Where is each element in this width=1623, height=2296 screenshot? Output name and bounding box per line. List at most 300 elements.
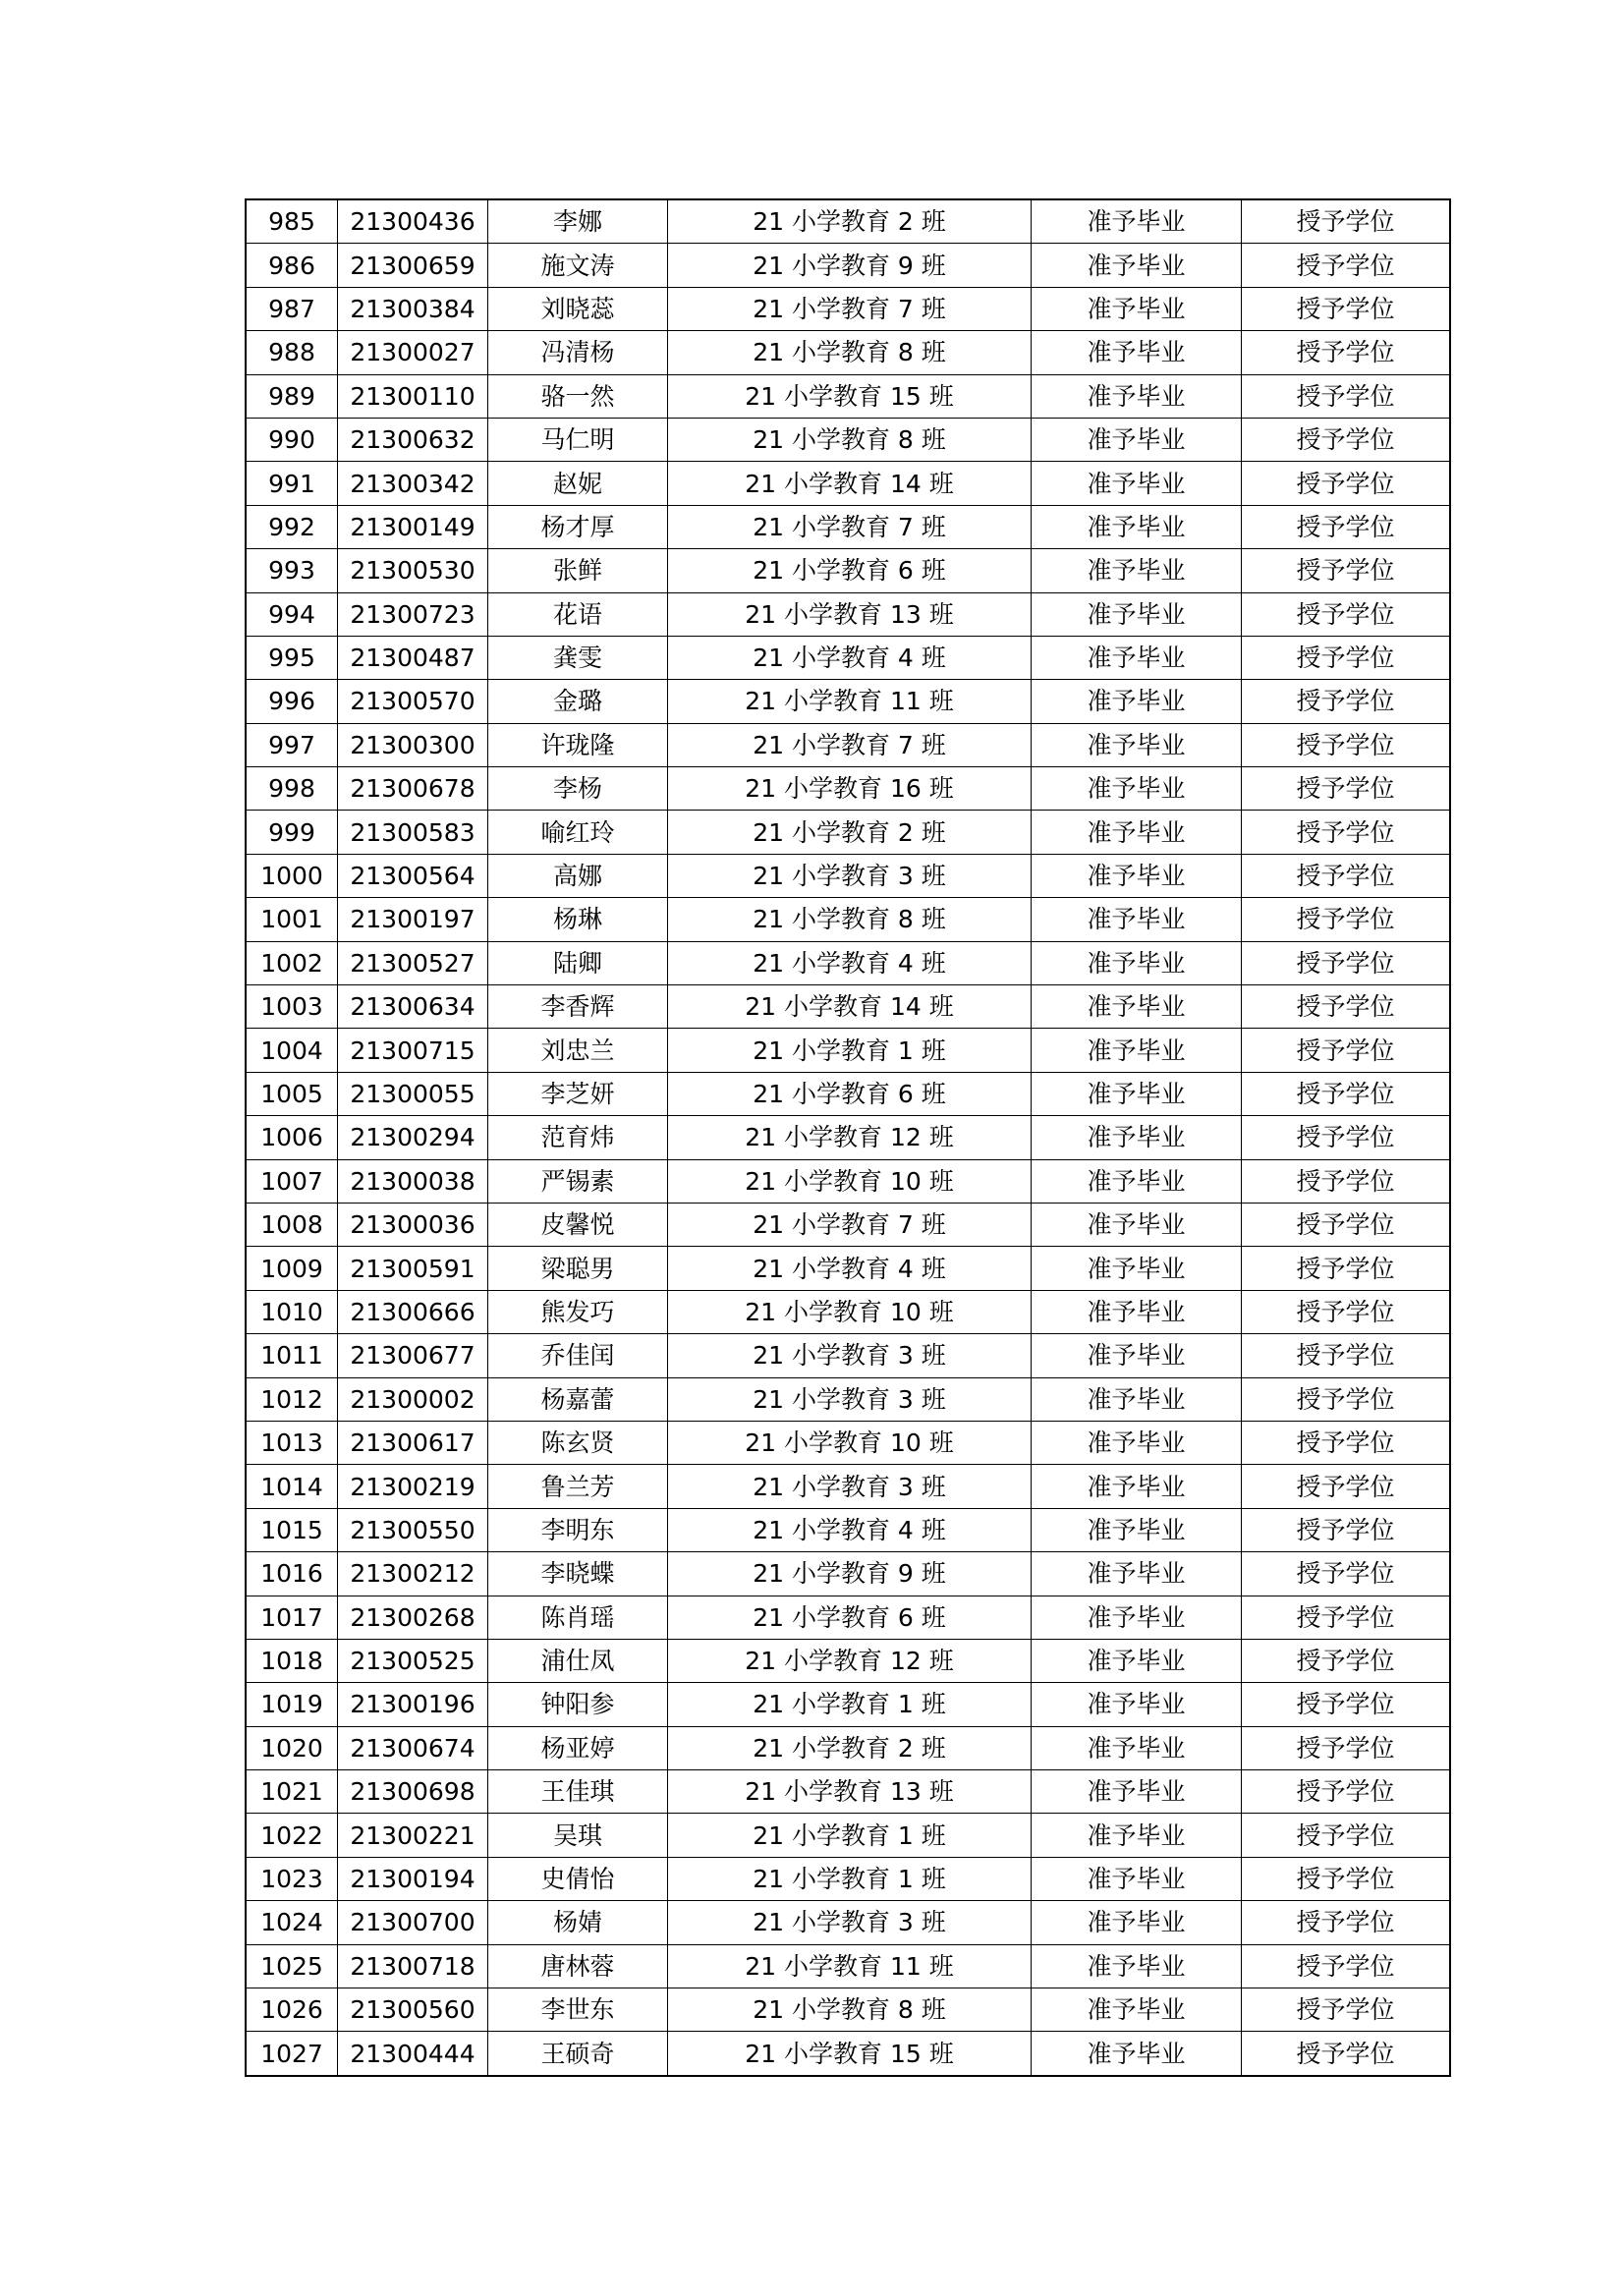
cell-student-name: 花语 [488, 592, 668, 636]
cell-student-id: 21300678 [338, 767, 488, 811]
cell-graduation-status: 准予毕业 [1032, 1508, 1242, 1551]
cell-student-name: 许珑隆 [488, 723, 668, 766]
cell-student-name: 范育炜 [488, 1116, 668, 1159]
cell-student-name: 龚雯 [488, 636, 668, 679]
cell-student-id: 21300110 [338, 374, 488, 418]
cell-student-name: 李世东 [488, 1988, 668, 2032]
cell-degree-status: 授予学位 [1242, 1901, 1451, 1944]
cell-degree-status: 授予学位 [1242, 811, 1451, 854]
cell-student-id: 21300197 [338, 898, 488, 941]
cell-graduation-status: 准予毕业 [1032, 1552, 1242, 1596]
cell-degree-status: 授予学位 [1242, 1072, 1451, 1115]
cell-degree-status: 授予学位 [1242, 592, 1451, 636]
cell-seq: 1000 [246, 854, 338, 897]
cell-student-name: 金璐 [488, 680, 668, 723]
cell-graduation-status: 准予毕业 [1032, 1334, 1242, 1377]
cell-student-name: 杨婧 [488, 1901, 668, 1944]
cell-degree-status: 授予学位 [1242, 505, 1451, 548]
cell-degree-status: 授予学位 [1242, 1290, 1451, 1333]
cell-class: 21 小学教育 8 班 [668, 1988, 1032, 2032]
cell-seq: 1017 [246, 1596, 338, 1639]
table-row [246, 854, 1450, 897]
cell-student-name: 史倩怡 [488, 1857, 668, 1900]
cell-seq: 996 [246, 680, 338, 723]
cell-student-id: 21300212 [338, 1552, 488, 1596]
cell-student-id: 21300487 [338, 636, 488, 679]
cell-graduation-status: 准予毕业 [1032, 1683, 1242, 1726]
cell-class: 21 小学教育 1 班 [668, 1029, 1032, 1072]
cell-class: 21 小学教育 6 班 [668, 1072, 1032, 1115]
cell-graduation-status: 准予毕业 [1032, 854, 1242, 897]
cell-student-id: 21300384 [338, 287, 488, 330]
table-row [246, 1901, 1450, 1944]
cell-degree-status: 授予学位 [1242, 1421, 1451, 1464]
cell-class: 21 小学教育 1 班 [668, 1683, 1032, 1726]
table-row [246, 1247, 1450, 1290]
cell-student-id: 21300677 [338, 1334, 488, 1377]
cell-seq: 1008 [246, 1203, 338, 1246]
cell-class: 21 小学教育 10 班 [668, 1290, 1032, 1333]
cell-degree-status: 授予学位 [1242, 418, 1451, 461]
cell-seq: 1007 [246, 1159, 338, 1203]
cell-graduation-status: 准予毕业 [1032, 374, 1242, 418]
cell-class: 21 小学教育 12 班 [668, 1639, 1032, 1682]
cell-seq: 1001 [246, 898, 338, 941]
table-row [246, 1857, 1450, 1900]
cell-class: 21 小学教育 1 班 [668, 1814, 1032, 1857]
cell-student-name: 乔佳闰 [488, 1334, 668, 1377]
cell-degree-status: 授予学位 [1242, 898, 1451, 941]
cell-seq: 994 [246, 592, 338, 636]
cell-student-id: 21300617 [338, 1421, 488, 1464]
cell-seq: 988 [246, 331, 338, 374]
table-row [246, 1683, 1450, 1726]
cell-seq: 1014 [246, 1465, 338, 1508]
cell-class: 21 小学教育 13 班 [668, 592, 1032, 636]
cell-graduation-status: 准予毕业 [1032, 636, 1242, 679]
cell-class: 21 小学教育 12 班 [668, 1116, 1032, 1159]
cell-degree-status: 授予学位 [1242, 1726, 1451, 1769]
cell-class: 21 小学教育 15 班 [668, 374, 1032, 418]
table-row [246, 811, 1450, 854]
cell-graduation-status: 准予毕业 [1032, 592, 1242, 636]
cell-seq: 989 [246, 374, 338, 418]
cell-student-id: 21300591 [338, 1247, 488, 1290]
cell-graduation-status: 准予毕业 [1032, 723, 1242, 766]
cell-student-id: 21300583 [338, 811, 488, 854]
cell-class: 21 小学教育 13 班 [668, 1770, 1032, 1814]
cell-student-name: 杨才厚 [488, 505, 668, 548]
cell-degree-status: 授予学位 [1242, 1377, 1451, 1421]
cell-student-name: 杨嘉蕾 [488, 1377, 668, 1421]
table-row [246, 1988, 1450, 2032]
cell-seq: 987 [246, 287, 338, 330]
cell-student-name: 陆卿 [488, 941, 668, 984]
cell-class: 21 小学教育 1 班 [668, 1857, 1032, 1900]
cell-graduation-status: 准予毕业 [1032, 244, 1242, 287]
cell-student-name: 钟阳参 [488, 1683, 668, 1726]
cell-graduation-status: 准予毕业 [1032, 418, 1242, 461]
cell-graduation-status: 准予毕业 [1032, 1247, 1242, 1290]
cell-graduation-status: 准予毕业 [1032, 985, 1242, 1029]
cell-degree-status: 授予学位 [1242, 374, 1451, 418]
cell-class: 21 小学教育 7 班 [668, 723, 1032, 766]
cell-seq: 993 [246, 549, 338, 592]
table-row [246, 1596, 1450, 1639]
cell-student-name: 吴琪 [488, 1814, 668, 1857]
cell-student-name: 喻红玲 [488, 811, 668, 854]
cell-student-id: 21300700 [338, 1901, 488, 1944]
cell-degree-status: 授予学位 [1242, 767, 1451, 811]
cell-student-name: 浦仕凤 [488, 1639, 668, 1682]
cell-student-name: 骆一然 [488, 374, 668, 418]
cell-student-name: 王佳琪 [488, 1770, 668, 1814]
cell-student-id: 21300550 [338, 1508, 488, 1551]
cell-class: 21 小学教育 14 班 [668, 985, 1032, 1029]
table-row [246, 331, 1450, 374]
cell-student-name: 高娜 [488, 854, 668, 897]
cell-degree-status: 授予学位 [1242, 1465, 1451, 1508]
cell-student-id: 21300525 [338, 1639, 488, 1682]
cell-degree-status: 授予学位 [1242, 1159, 1451, 1203]
cell-seq: 1002 [246, 941, 338, 984]
table-row [246, 505, 1450, 548]
cell-degree-status: 授予学位 [1242, 1203, 1451, 1246]
cell-student-name: 陈肖瑶 [488, 1596, 668, 1639]
cell-graduation-status: 准予毕业 [1032, 1465, 1242, 1508]
cell-graduation-status: 准予毕业 [1032, 1421, 1242, 1464]
cell-seq: 986 [246, 244, 338, 287]
cell-seq: 1003 [246, 985, 338, 1029]
cell-class: 21 小学教育 7 班 [668, 287, 1032, 330]
cell-student-name: 冯清杨 [488, 331, 668, 374]
cell-student-name: 唐林蓉 [488, 1944, 668, 1988]
cell-graduation-status: 准予毕业 [1032, 199, 1242, 244]
cell-degree-status: 授予学位 [1242, 1770, 1451, 1814]
cell-student-name: 刘忠兰 [488, 1029, 668, 1072]
cell-seq: 1004 [246, 1029, 338, 1072]
cell-class: 21 小学教育 4 班 [668, 1247, 1032, 1290]
cell-student-id: 21300634 [338, 985, 488, 1029]
cell-student-id: 21300723 [338, 592, 488, 636]
cell-seq: 991 [246, 462, 338, 505]
table-row [246, 2032, 1450, 2076]
table-row [246, 374, 1450, 418]
cell-seq: 1020 [246, 1726, 338, 1769]
cell-student-name: 鲁兰芳 [488, 1465, 668, 1508]
cell-graduation-status: 准予毕业 [1032, 1639, 1242, 1682]
cell-graduation-status: 准予毕业 [1032, 1203, 1242, 1246]
cell-student-name: 梁聪男 [488, 1247, 668, 1290]
cell-class: 21 小学教育 3 班 [668, 1334, 1032, 1377]
table-row [246, 767, 1450, 811]
cell-student-name: 李杨 [488, 767, 668, 811]
cell-seq: 1024 [246, 1901, 338, 1944]
cell-student-id: 21300294 [338, 1116, 488, 1159]
table-row [246, 1726, 1450, 1769]
cell-class: 21 小学教育 9 班 [668, 244, 1032, 287]
cell-degree-status: 授予学位 [1242, 462, 1451, 505]
cell-student-name: 刘晓蕊 [488, 287, 668, 330]
cell-graduation-status: 准予毕业 [1032, 1857, 1242, 1900]
cell-graduation-status: 准予毕业 [1032, 1944, 1242, 1988]
cell-degree-status: 授予学位 [1242, 941, 1451, 984]
table-row [246, 592, 1450, 636]
cell-graduation-status: 准予毕业 [1032, 1988, 1242, 2032]
table-row [246, 985, 1450, 1029]
table-row [246, 1203, 1450, 1246]
cell-seq: 990 [246, 418, 338, 461]
cell-seq: 1015 [246, 1508, 338, 1551]
cell-seq: 997 [246, 723, 338, 766]
cell-class: 21 小学教育 6 班 [668, 1596, 1032, 1639]
cell-seq: 1010 [246, 1290, 338, 1333]
table-row [246, 1334, 1450, 1377]
cell-seq: 995 [246, 636, 338, 679]
cell-degree-status: 授予学位 [1242, 985, 1451, 1029]
cell-degree-status: 授予学位 [1242, 1508, 1451, 1551]
table-row [246, 418, 1450, 461]
cell-class: 21 小学教育 8 班 [668, 331, 1032, 374]
cell-seq: 1022 [246, 1814, 338, 1857]
cell-student-id: 21300268 [338, 1596, 488, 1639]
cell-student-id: 21300194 [338, 1857, 488, 1900]
cell-graduation-status: 准予毕业 [1032, 1814, 1242, 1857]
cell-degree-status: 授予学位 [1242, 854, 1451, 897]
cell-graduation-status: 准予毕业 [1032, 1290, 1242, 1333]
table-row [246, 1159, 1450, 1203]
cell-student-id: 21300632 [338, 418, 488, 461]
cell-seq: 992 [246, 505, 338, 548]
cell-seq: 1018 [246, 1639, 338, 1682]
cell-degree-status: 授予学位 [1242, 1596, 1451, 1639]
cell-class: 21 小学教育 10 班 [668, 1421, 1032, 1464]
cell-graduation-status: 准予毕业 [1032, 287, 1242, 330]
cell-seq: 1025 [246, 1944, 338, 1988]
cell-student-name: 李香辉 [488, 985, 668, 1029]
cell-class: 21 小学教育 15 班 [668, 2032, 1032, 2076]
cell-student-id: 21300698 [338, 1770, 488, 1814]
cell-student-id: 21300196 [338, 1683, 488, 1726]
cell-student-id: 21300027 [338, 331, 488, 374]
table-row [246, 1639, 1450, 1682]
table-row [246, 1421, 1450, 1464]
cell-class: 21 小学教育 10 班 [668, 1159, 1032, 1203]
cell-student-id: 21300666 [338, 1290, 488, 1333]
cell-seq: 998 [246, 767, 338, 811]
cell-graduation-status: 准予毕业 [1032, 1159, 1242, 1203]
cell-student-name: 李芝妍 [488, 1072, 668, 1115]
cell-degree-status: 授予学位 [1242, 1857, 1451, 1900]
cell-class: 21 小学教育 9 班 [668, 1552, 1032, 1596]
cell-student-name: 张鲜 [488, 549, 668, 592]
cell-graduation-status: 准予毕业 [1032, 1377, 1242, 1421]
cell-graduation-status: 准予毕业 [1032, 1029, 1242, 1072]
table-row [246, 1116, 1450, 1159]
cell-class: 21 小学教育 6 班 [668, 549, 1032, 592]
table-row [246, 244, 1450, 287]
cell-seq: 1016 [246, 1552, 338, 1596]
cell-class: 21 小学教育 2 班 [668, 811, 1032, 854]
graduation-degree-table [245, 198, 1451, 2077]
cell-student-id: 21300527 [338, 941, 488, 984]
cell-student-id: 21300570 [338, 680, 488, 723]
cell-graduation-status: 准予毕业 [1032, 549, 1242, 592]
cell-graduation-status: 准予毕业 [1032, 1726, 1242, 1769]
cell-student-name: 赵妮 [488, 462, 668, 505]
cell-student-id: 21300674 [338, 1726, 488, 1769]
cell-degree-status: 授予学位 [1242, 723, 1451, 766]
cell-student-id: 21300718 [338, 1944, 488, 1988]
cell-student-name: 施文涛 [488, 244, 668, 287]
cell-student-id: 21300530 [338, 549, 488, 592]
cell-graduation-status: 准予毕业 [1032, 1116, 1242, 1159]
cell-seq: 985 [246, 199, 338, 244]
cell-graduation-status: 准予毕业 [1032, 2032, 1242, 2076]
cell-class: 21 小学教育 3 班 [668, 1377, 1032, 1421]
cell-seq: 1026 [246, 1988, 338, 2032]
table-row [246, 636, 1450, 679]
cell-degree-status: 授予学位 [1242, 1247, 1451, 1290]
cell-degree-status: 授予学位 [1242, 680, 1451, 723]
cell-student-id: 21300659 [338, 244, 488, 287]
cell-class: 21 小学教育 4 班 [668, 636, 1032, 679]
cell-class: 21 小学教育 3 班 [668, 1465, 1032, 1508]
table-row [246, 941, 1450, 984]
table-row [246, 680, 1450, 723]
cell-student-id: 21300560 [338, 1988, 488, 2032]
cell-degree-status: 授予学位 [1242, 1334, 1451, 1377]
cell-class: 21 小学教育 11 班 [668, 680, 1032, 723]
cell-student-id: 21300564 [338, 854, 488, 897]
cell-student-name: 李明东 [488, 1508, 668, 1551]
cell-student-name: 李晓蝶 [488, 1552, 668, 1596]
cell-degree-status: 授予学位 [1242, 244, 1451, 287]
cell-degree-status: 授予学位 [1242, 199, 1451, 244]
cell-seq: 1006 [246, 1116, 338, 1159]
cell-student-name: 王硕奇 [488, 2032, 668, 2076]
table-row [246, 1508, 1450, 1551]
table-row [246, 549, 1450, 592]
cell-seq: 999 [246, 811, 338, 854]
cell-class: 21 小学教育 8 班 [668, 898, 1032, 941]
cell-seq: 1009 [246, 1247, 338, 1290]
cell-student-id: 21300444 [338, 2032, 488, 2076]
cell-class: 21 小学教育 2 班 [668, 1726, 1032, 1769]
cell-graduation-status: 准予毕业 [1032, 1901, 1242, 1944]
cell-student-name: 杨亚婷 [488, 1726, 668, 1769]
table-row [246, 1770, 1450, 1814]
cell-class: 21 小学教育 8 班 [668, 418, 1032, 461]
cell-class: 21 小学教育 3 班 [668, 1901, 1032, 1944]
table-row [246, 1029, 1450, 1072]
table-row [246, 1552, 1450, 1596]
cell-student-id: 21300436 [338, 199, 488, 244]
cell-class: 21 小学教育 14 班 [668, 462, 1032, 505]
cell-class: 21 小学教育 4 班 [668, 941, 1032, 984]
cell-degree-status: 授予学位 [1242, 1029, 1451, 1072]
table-row [246, 1377, 1450, 1421]
cell-class: 21 小学教育 7 班 [668, 1203, 1032, 1246]
cell-graduation-status: 准予毕业 [1032, 1072, 1242, 1115]
table-row [246, 898, 1450, 941]
cell-student-name: 马仁明 [488, 418, 668, 461]
table-row [246, 462, 1450, 505]
cell-degree-status: 授予学位 [1242, 636, 1451, 679]
cell-graduation-status: 准予毕业 [1032, 767, 1242, 811]
table-body [246, 199, 1450, 2076]
cell-student-id: 21300002 [338, 1377, 488, 1421]
cell-student-id: 21300038 [338, 1159, 488, 1203]
cell-degree-status: 授予学位 [1242, 1116, 1451, 1159]
cell-graduation-status: 准予毕业 [1032, 941, 1242, 984]
cell-degree-status: 授予学位 [1242, 549, 1451, 592]
cell-degree-status: 授予学位 [1242, 1814, 1451, 1857]
cell-student-name: 李娜 [488, 199, 668, 244]
cell-class: 21 小学教育 2 班 [668, 199, 1032, 244]
cell-student-id: 21300715 [338, 1029, 488, 1072]
cell-student-id: 21300149 [338, 505, 488, 548]
cell-degree-status: 授予学位 [1242, 287, 1451, 330]
cell-graduation-status: 准予毕业 [1032, 462, 1242, 505]
cell-seq: 1005 [246, 1072, 338, 1115]
cell-student-id: 21300300 [338, 723, 488, 766]
cell-class: 21 小学教育 3 班 [668, 854, 1032, 897]
cell-student-id: 21300055 [338, 1072, 488, 1115]
cell-student-id: 21300221 [338, 1814, 488, 1857]
cell-seq: 1011 [246, 1334, 338, 1377]
cell-student-name: 熊发巧 [488, 1290, 668, 1333]
cell-degree-status: 授予学位 [1242, 331, 1451, 374]
cell-graduation-status: 准予毕业 [1032, 505, 1242, 548]
table-row [246, 1072, 1450, 1115]
cell-student-name: 陈玄贤 [488, 1421, 668, 1464]
cell-student-name: 杨琳 [488, 898, 668, 941]
cell-seq: 1012 [246, 1377, 338, 1421]
cell-seq: 1023 [246, 1857, 338, 1900]
cell-student-id: 21300342 [338, 462, 488, 505]
table-row [246, 1944, 1450, 1988]
cell-graduation-status: 准予毕业 [1032, 811, 1242, 854]
cell-class: 21 小学教育 4 班 [668, 1508, 1032, 1551]
cell-graduation-status: 准予毕业 [1032, 1770, 1242, 1814]
table-row [246, 723, 1450, 766]
cell-degree-status: 授予学位 [1242, 1683, 1451, 1726]
cell-degree-status: 授予学位 [1242, 1552, 1451, 1596]
table-row [246, 1290, 1450, 1333]
cell-student-name: 严锡素 [488, 1159, 668, 1203]
cell-graduation-status: 准予毕业 [1032, 898, 1242, 941]
table-row [246, 1814, 1450, 1857]
cell-class: 21 小学教育 7 班 [668, 505, 1032, 548]
table-row [246, 1465, 1450, 1508]
cell-seq: 1027 [246, 2032, 338, 2076]
cell-degree-status: 授予学位 [1242, 2032, 1451, 2076]
cell-degree-status: 授予学位 [1242, 1988, 1451, 2032]
cell-student-id: 21300036 [338, 1203, 488, 1246]
cell-student-name: 皮馨悦 [488, 1203, 668, 1246]
cell-seq: 1019 [246, 1683, 338, 1726]
cell-graduation-status: 准予毕业 [1032, 680, 1242, 723]
cell-student-id: 21300219 [338, 1465, 488, 1508]
cell-graduation-status: 准予毕业 [1032, 331, 1242, 374]
cell-seq: 1013 [246, 1421, 338, 1464]
cell-degree-status: 授予学位 [1242, 1639, 1451, 1682]
cell-graduation-status: 准予毕业 [1032, 1596, 1242, 1639]
table-row [246, 287, 1450, 330]
cell-seq: 1021 [246, 1770, 338, 1814]
cell-class: 21 小学教育 11 班 [668, 1944, 1032, 1988]
